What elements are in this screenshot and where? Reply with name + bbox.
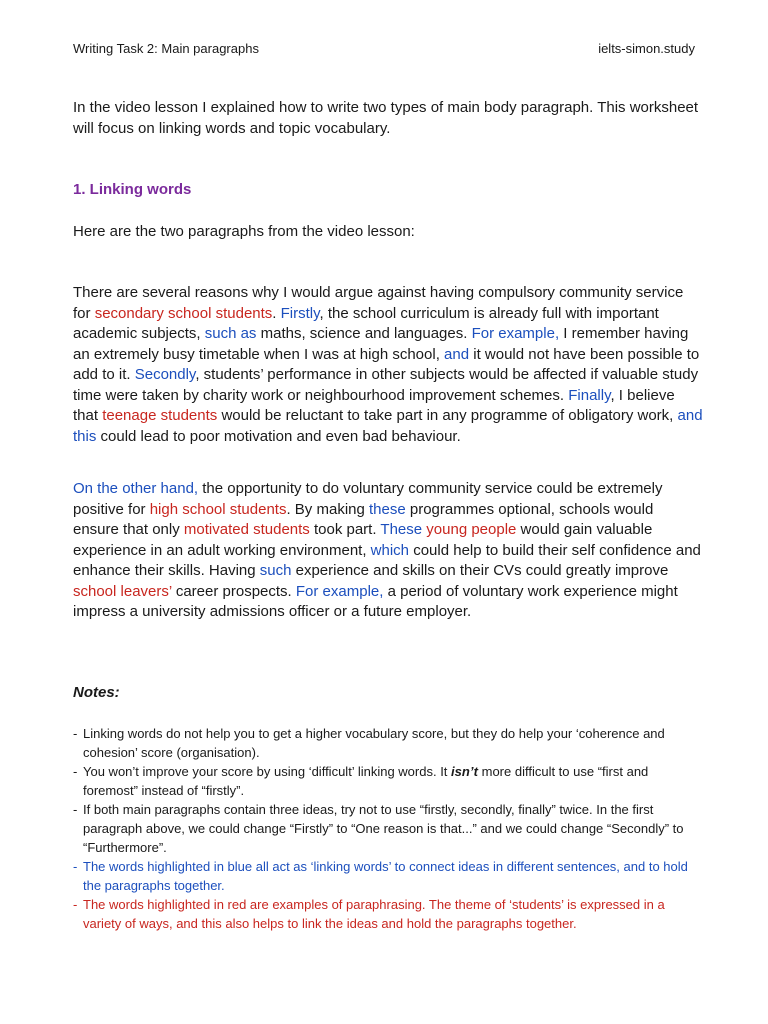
paragraph-text: programmes optional, schools would ensure that only <box>73 500 654 538</box>
linking-word: On the other hand, <box>73 480 199 497</box>
lead-in-text: Here are the two paragraphs from the video lesson: <box>73 223 415 240</box>
paraphrase-term: young people <box>426 521 517 538</box>
paragraph-text: , I believe that <box>73 386 675 424</box>
paragraph-text: . <box>272 304 281 322</box>
note-item <box>73 800 703 857</box>
linking-word: Firstly <box>280 304 320 322</box>
paragraph-text: took part. <box>309 521 381 538</box>
list-dash: - <box>73 859 78 874</box>
linking-word: Secondly <box>134 366 196 383</box>
intro-paragraph: In the video lesson I explained how to write two types of main body paragraph. This worksheet will focus on linking words and topic vocabulary. <box>73 99 699 137</box>
site-name: ielts-simon.study <box>598 41 695 56</box>
paragraph-text: could help to build their self confidence and enhance their skills. Having <box>73 541 701 579</box>
paragraph-text: , the school curriculum is already full with important academic subjects, <box>73 304 659 342</box>
paragraph-text: maths, science and languages. <box>256 325 472 342</box>
note-text: If both main paragraphs contain three ideas, try not to use “firstly, secondly, finally” twice. In the first paragraph above, we could change “Firstly” to “One reason is that...” and we could change “Secondly” to “Furthermore”. <box>83 802 684 855</box>
note-text: The words highlighted in blue all act as ‘linking words’ to connect ideas in different sentences, and to hold the paragraphs together. <box>83 859 688 893</box>
page-header <box>73 41 695 56</box>
note-item-blue <box>73 857 703 895</box>
list-dash: - <box>73 726 78 741</box>
paragraph-text: , students’ performance in other subjects would be affected if valuable study time were taken by charity work or neighbourhood improvement schemes. <box>73 366 699 404</box>
paragraph-text: . By making <box>286 500 369 518</box>
paraphrase-term: teenage students <box>102 407 218 424</box>
paragraph-text: could lead to poor motivation and even bad behaviour. <box>96 427 461 445</box>
note-item-red <box>73 895 703 933</box>
notes-list <box>73 724 703 933</box>
paraphrase-term: school leavers’ <box>73 582 172 600</box>
note-emphasis: isn’t <box>451 764 478 779</box>
paragraph-text: the opportunity to do voluntary community service could be extremely positive for <box>73 480 663 518</box>
note-text-before: You won’t improve your score by using ‘difficult’ linking words. It <box>83 764 452 779</box>
paragraph-text: would be reluctant to take part in any programme of obligatory work, <box>217 407 678 424</box>
list-dash: - <box>73 802 78 817</box>
note-text: The words highlighted in red are examples of paraphrasing. The theme of ‘students’ is expressed in a variety of ways, and this also helps to link the ideas and hold the paragraphs together. <box>83 897 665 931</box>
linking-word: and this <box>73 407 703 445</box>
paragraph-text: experience and skills on their CVs could greatly improve <box>291 562 669 579</box>
paragraph-text: would gain valuable experience in an adult working environment, <box>73 521 653 559</box>
linking-word: For example, <box>471 325 560 342</box>
paragraph-text: There are several reasons why I would argue against having compulsory community service for <box>73 284 684 322</box>
note-item <box>73 724 703 762</box>
paraphrase-term: high school students <box>149 500 287 518</box>
list-dash: - <box>73 897 78 912</box>
paragraph-text: career prospects. <box>171 582 296 600</box>
linking-word: These <box>380 521 423 538</box>
paraphrase-term: secondary school students <box>94 304 273 322</box>
linking-word: For example, <box>295 582 384 600</box>
main-paragraph-2 <box>73 479 703 623</box>
paragraph-text: I remember having an extremely busy timetable when I was at high school, <box>73 325 689 363</box>
note-text-after: more difficult to use “first and foremost” instead of “firstly”. <box>83 764 649 798</box>
notes-heading: Notes: <box>73 684 120 701</box>
document-title: Writing Task 2: Main paragraphs <box>73 41 259 56</box>
linking-word: these <box>369 500 406 518</box>
linking-word: such <box>259 562 292 579</box>
paraphrase-term: motivated students <box>183 521 310 538</box>
paragraph-text: it would not have been possible to add to it. <box>73 345 700 383</box>
note-text: Linking words do not help you to get a higher vocabulary score, but they do help your ‘coherence and cohesion’ score (organisation). <box>83 726 665 760</box>
note-item <box>73 762 703 800</box>
linking-word: Finally <box>568 386 611 404</box>
section-heading: 1. Linking words <box>73 181 192 198</box>
list-dash: - <box>73 764 78 779</box>
paragraph-text: a period of voluntary work experience might impress a university admissions officer or a future employer. <box>73 582 678 620</box>
linking-word: such as <box>204 325 257 342</box>
linking-word: which <box>370 541 410 559</box>
main-paragraph-1 <box>73 283 703 447</box>
linking-word: and <box>444 345 470 363</box>
